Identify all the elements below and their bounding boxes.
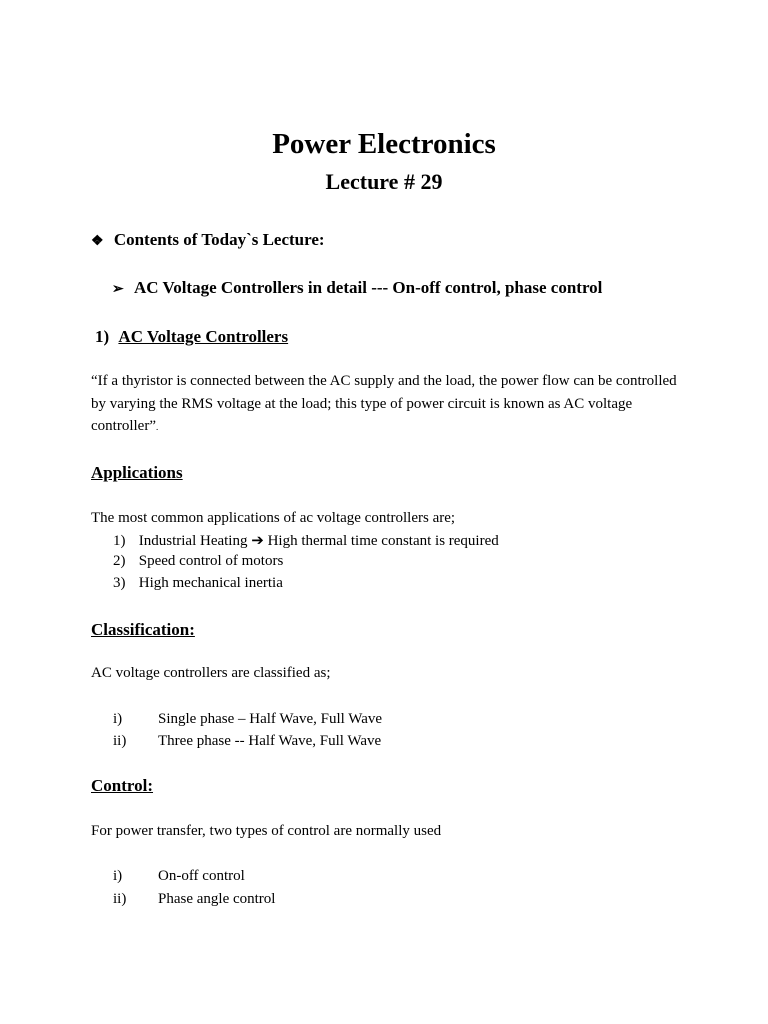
list-item-text: Speed control of motors bbox=[138, 553, 284, 569]
list-item-number: i) bbox=[113, 868, 123, 884]
list-item-number: 1) bbox=[113, 533, 126, 549]
list-item bbox=[113, 575, 283, 592]
quote-text: If a thyristor is connected between the AC supply and the load, the power flow can be controlled by varying the RMS voltage at the load; this type of power circuit is known as AC voltage controller bbox=[91, 373, 677, 434]
list-item-text: Industrial Heating bbox=[138, 533, 248, 549]
contents-heading-line bbox=[91, 230, 325, 250]
contents-heading: Contents of Today`s Lecture: bbox=[113, 230, 325, 249]
classification-heading: Classification: bbox=[91, 620, 195, 639]
list-item-text: Three phase -- Half Wave, Full Wave bbox=[158, 733, 382, 749]
contents-item: AC Voltage Controllers in detail --- On-off control, phase control bbox=[133, 278, 603, 297]
list-item-number: ii) bbox=[113, 733, 127, 749]
applications-intro: The most common applications of ac voltage controllers are; bbox=[91, 510, 456, 526]
list-item-extra: High thermal time constant is required bbox=[267, 533, 499, 549]
list-item bbox=[113, 553, 283, 570]
list-item-text: Single phase – Half Wave, Full Wave bbox=[158, 711, 383, 727]
quote-end-mark: . bbox=[155, 422, 159, 432]
quote-close-mark: ” bbox=[149, 418, 156, 434]
list-item-text: High mechanical inertia bbox=[138, 575, 283, 591]
list-item bbox=[113, 531, 499, 550]
list-item-number: 3) bbox=[113, 575, 126, 591]
list-item bbox=[113, 711, 382, 728]
definition-quote bbox=[91, 370, 681, 439]
arrowhead-bullet-icon: ➢ bbox=[112, 282, 124, 297]
list-item-text: On-off control bbox=[158, 868, 245, 884]
list-item bbox=[113, 891, 275, 908]
section1-number: 1) bbox=[95, 327, 110, 346]
classification-intro: AC voltage controllers are classified as; bbox=[91, 665, 331, 681]
control-intro: For power transfer, two types of control are normally used bbox=[91, 823, 442, 839]
list-item bbox=[113, 868, 245, 885]
diamond-bullet-icon: ❖ bbox=[91, 234, 104, 249]
list-item-number: i) bbox=[113, 711, 123, 727]
section1-heading-line bbox=[95, 327, 288, 347]
list-item-number: 2) bbox=[113, 553, 126, 569]
list-item-number: ii) bbox=[113, 891, 127, 907]
applications-heading: Applications bbox=[91, 463, 183, 482]
lecture-number: Lecture # 29 bbox=[325, 169, 443, 194]
control-heading: Control: bbox=[91, 776, 154, 795]
list-item bbox=[113, 733, 381, 750]
list-item-text: Phase angle control bbox=[158, 891, 276, 907]
section1-heading: AC Voltage Controllers bbox=[118, 327, 289, 346]
document-title: Power Electronics bbox=[272, 128, 496, 160]
right-arrow-icon: ➔ bbox=[251, 531, 264, 549]
quote-open-mark: “ bbox=[91, 373, 98, 389]
contents-item-line bbox=[112, 278, 602, 298]
